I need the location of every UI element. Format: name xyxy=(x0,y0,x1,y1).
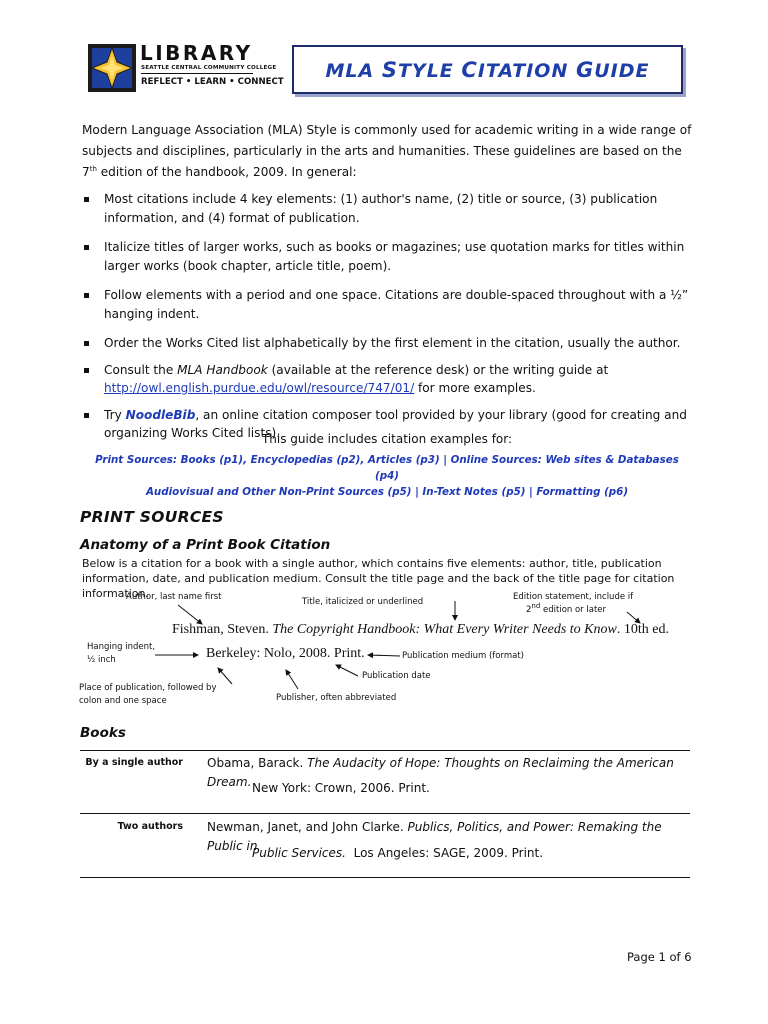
title-part: TYLE xyxy=(397,59,454,82)
bullet-text: Try xyxy=(104,407,126,422)
arrow-publisher xyxy=(286,670,298,689)
label-indent-2: ½ inch xyxy=(87,655,116,665)
label-medium: Publication medium (format) xyxy=(402,651,524,661)
logo-tagline: REFLECT • LEARN • CONNECT xyxy=(141,77,284,87)
example-citation-line2: Berkeley: Nolo, 2008. Print. xyxy=(206,646,365,661)
bullet-text: Consult the xyxy=(104,362,178,377)
title-part: G xyxy=(575,57,595,82)
table-rule-bottom xyxy=(80,877,690,878)
citation-single-author-line2: New York: Crown, 2006. Print. xyxy=(252,781,430,795)
label-title: Title, italicized or underlined xyxy=(302,597,424,607)
citation-two-authors-line2 xyxy=(252,844,543,863)
citation-author: Fishman, Steven. xyxy=(172,622,273,637)
table-rule-top xyxy=(80,750,690,751)
label-place-1: Place of publication, followed by xyxy=(79,683,217,693)
bullet-text: , an online citation composer tool provided by your library (good for creating and organizing Works Cited lists). xyxy=(104,407,687,440)
citation-title: Public Services. xyxy=(252,846,346,860)
row-label-two-authors: Two authors xyxy=(117,821,183,832)
bullet-text: Follow elements with a period and one space. Citations are double-spaced throughout with a ½” hanging indent. xyxy=(104,288,689,321)
citation-title: The Copyright Handbook: What Every Writer Needs to Know xyxy=(272,622,617,637)
title-part: S xyxy=(381,57,398,82)
subheading-books: Books xyxy=(80,725,126,741)
bullet-text: Italicize titles of larger works, such as books or magazines; use quotation marks for titles within larger works (book chapter, article title, poem). xyxy=(104,240,685,273)
logo-title: LIBRARY xyxy=(140,41,253,65)
citation-author: Obama, Barack. xyxy=(207,756,308,770)
noodlebib-link[interactable]: NoodleBib xyxy=(125,407,196,422)
row-label-single-author: By a single author xyxy=(85,757,183,768)
title-part: MLA xyxy=(325,59,375,82)
arrow-edition xyxy=(627,612,640,623)
citation-publisher: Los Angeles: SAGE, 2009. Print. xyxy=(345,846,544,860)
page-number: Page 1 of 6 xyxy=(627,950,692,964)
toc-line[interactable]: Audiovisual and Other Non-Print Sources (p5) | In-Text Notes (p5) | Formatting (p6) xyxy=(145,486,629,498)
label-author: Author, last name first xyxy=(126,592,222,602)
title-part: UIDE xyxy=(594,59,650,82)
edition-text: edition or later xyxy=(540,605,607,615)
toc-line[interactable]: Print Sources: Books (p1), Encyclopedias (p2), Articles (p3) | Online Sources: Web sites & Databases (p4) xyxy=(95,454,679,482)
bullet-text: Order the Works Cited list alphabetically by the first element in the citation, usually the author. xyxy=(104,336,681,350)
title-part: C xyxy=(461,57,478,82)
arrow-medium xyxy=(368,655,400,656)
arrow-place xyxy=(218,668,232,684)
citation-title: The Audacity of Hope: Thoughts on Reclaiming the American Dream. xyxy=(207,756,674,789)
title-part: ITATION xyxy=(477,59,569,82)
citation-title: Publics, Politics, and Power: Remaking the Public in xyxy=(207,820,662,853)
logo-college: SEATTLE CENTRAL COMMUNITY COLLEGE xyxy=(141,65,277,71)
bullet-text: (available at the reference desk) or the writing guide at xyxy=(267,362,609,377)
citation-author: Newman, Janet, and John Clarke. xyxy=(207,820,408,834)
edition-text: 2 xyxy=(526,605,532,615)
section-heading-print: PRINT SOURCES xyxy=(80,508,224,526)
intro-text-end: edition of the handbook, 2009. In general: xyxy=(96,165,357,179)
edition-sup: nd xyxy=(531,602,541,611)
table-rule-mid xyxy=(80,813,690,814)
handbook-title: MLA Handbook xyxy=(177,362,268,377)
anatomy-description: Below is a citation for a book with a single author, which contains five elements: author, title, publication information, date, and publication medium. Consult the title page and the back of the title page for citation information. xyxy=(82,557,675,600)
arrow-date xyxy=(336,665,358,676)
owl-link[interactable]: http://owl.english.purdue.edu/owl/resource/747/01/ xyxy=(104,381,415,395)
label-publisher: Publisher, often abbreviated xyxy=(276,693,397,703)
intro-sup: th xyxy=(89,164,97,173)
label-date: Publication date xyxy=(362,671,431,681)
bullet-text: Most citations include 4 key elements: (1) author's name, (2) title or source, (3) publication information, and (4) format of publication. xyxy=(104,192,658,225)
citation-edition: . 10th ed. xyxy=(616,622,669,637)
intro-text: Modern Language Association (MLA) Style is commonly used for academic writing in a wide range of subjects and disciplines, particularly in the arts and humanities. These guidelines are based on the 7 xyxy=(82,123,692,179)
label-place-2: colon and one space xyxy=(79,696,167,706)
arrow-author xyxy=(178,605,202,624)
subheading-anatomy: Anatomy of a Print Book Citation xyxy=(80,537,331,553)
label-edition-1: Edition statement, include if xyxy=(513,592,634,602)
label-indent-1: Hanging indent, xyxy=(87,642,156,652)
guide-contents-intro: This guide includes citation examples for: xyxy=(261,432,513,446)
bullet-text: for more examples. xyxy=(414,381,536,395)
